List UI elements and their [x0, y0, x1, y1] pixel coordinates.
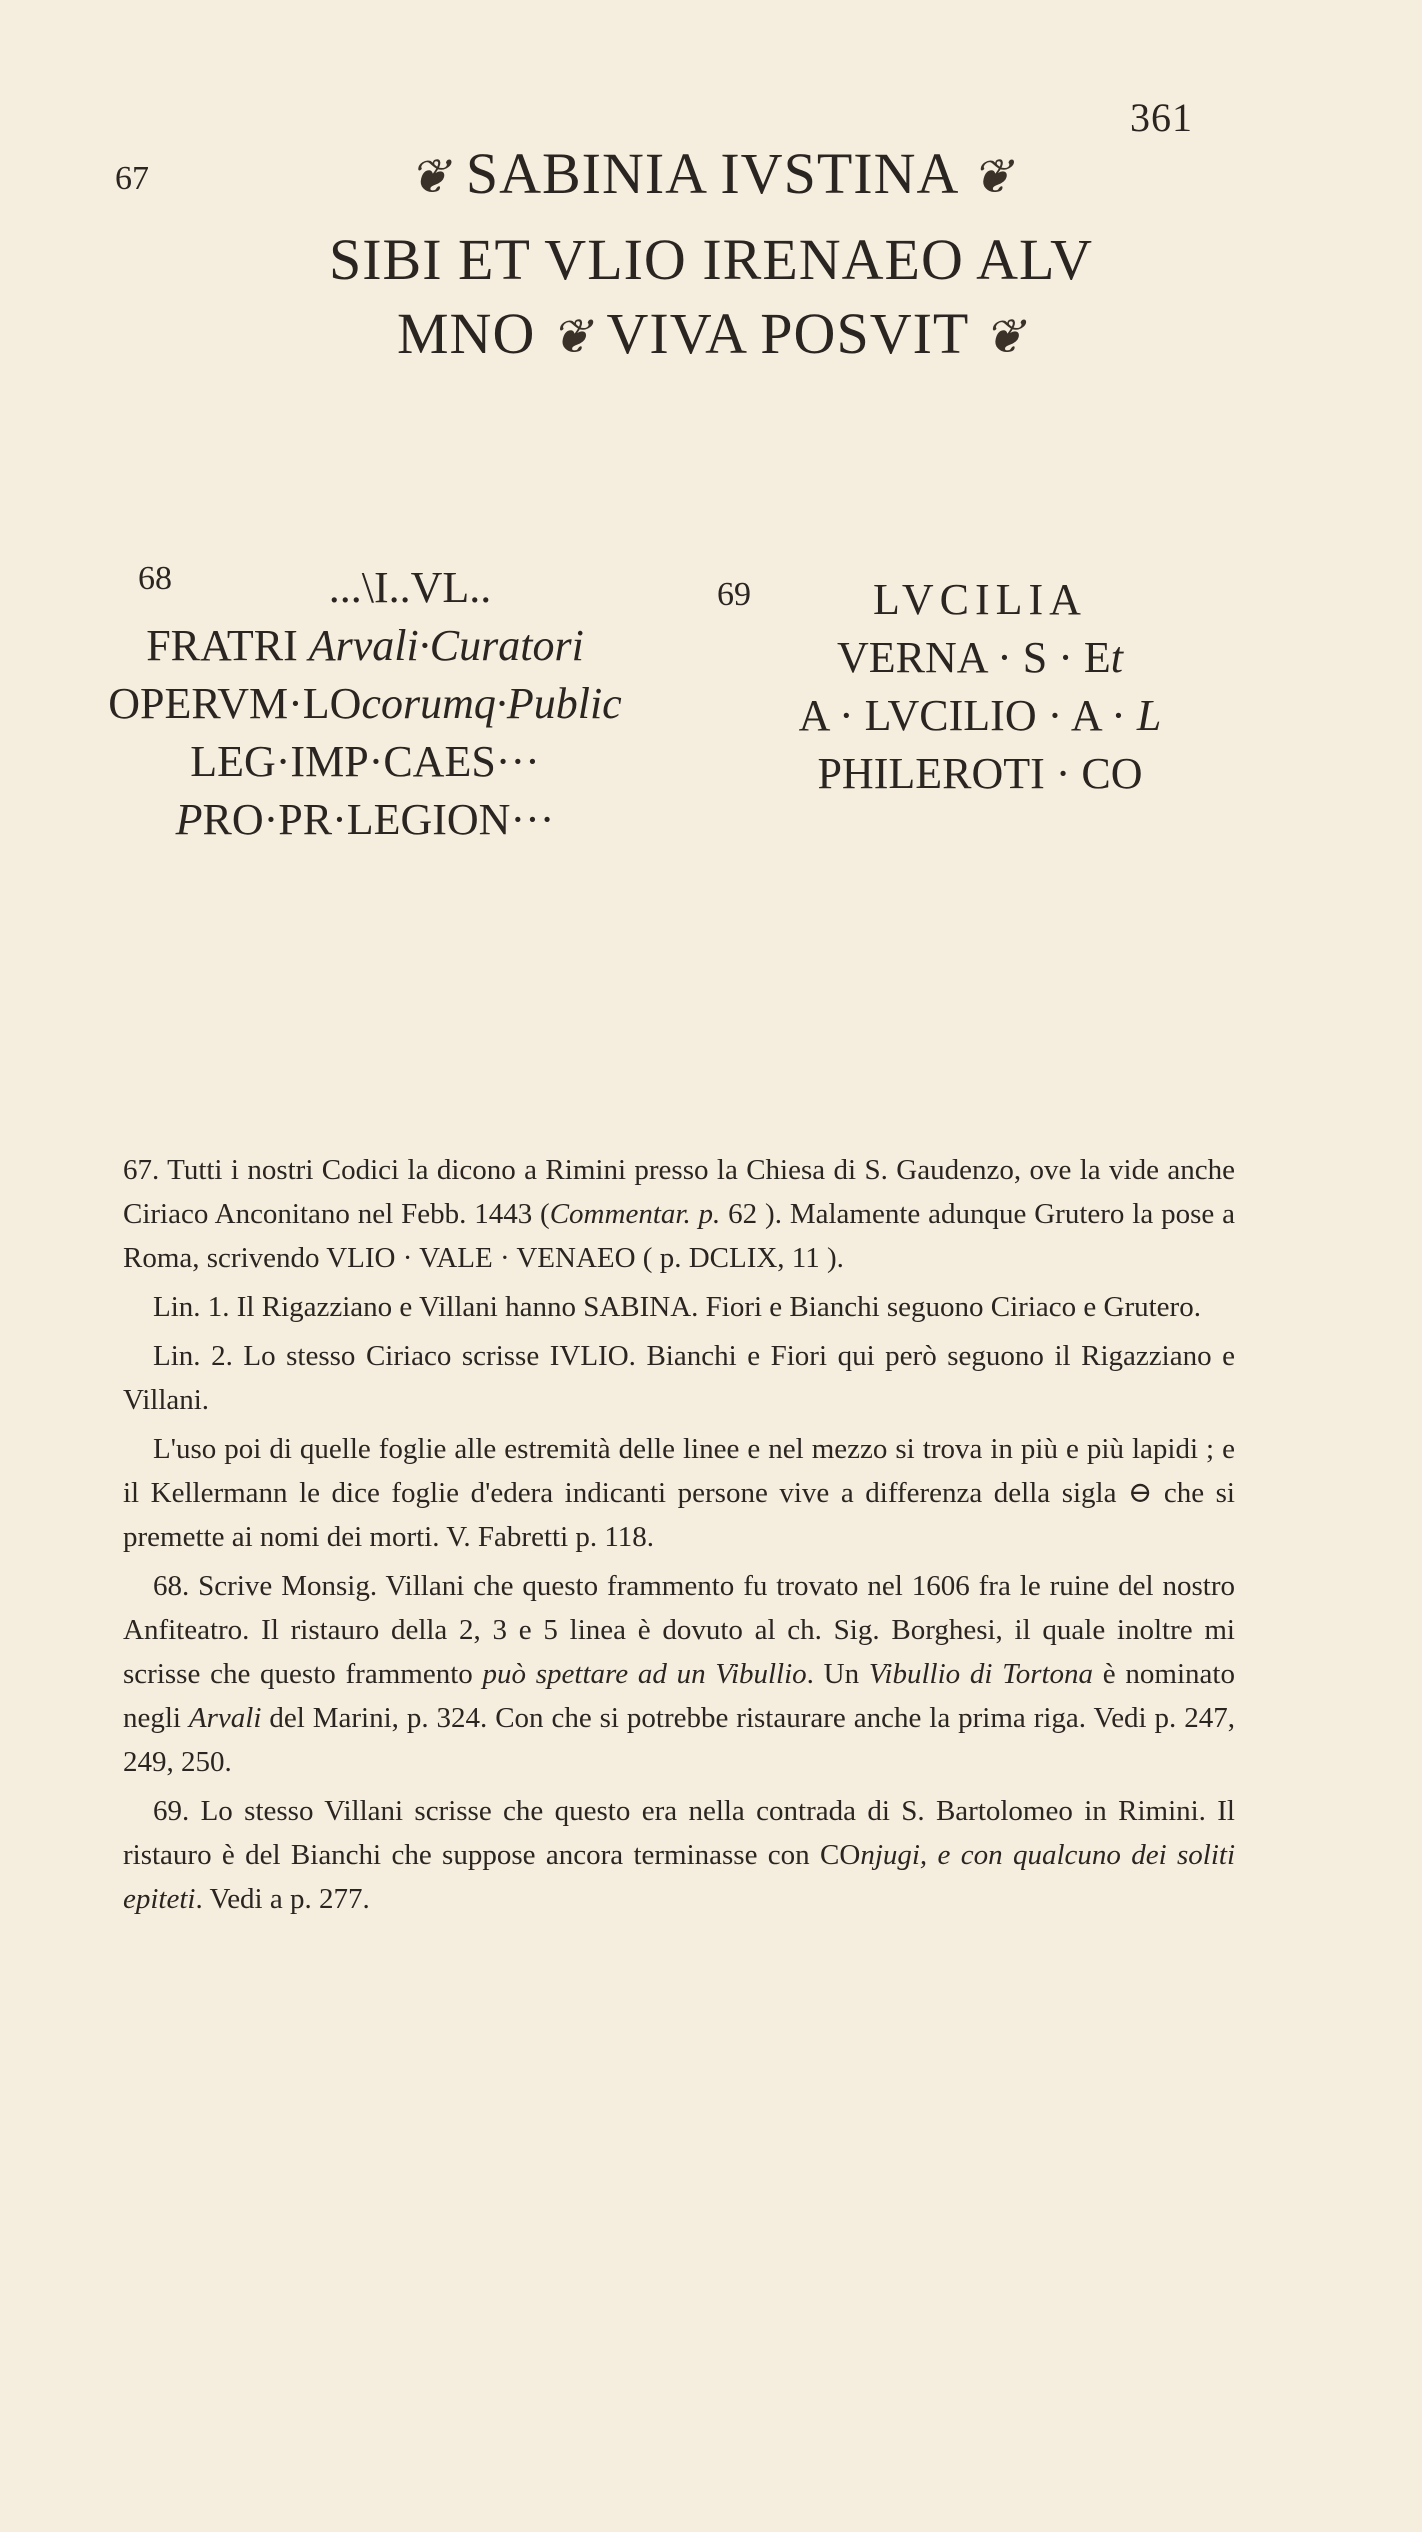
commentary-line-1-note: Lin. 1. Il Rigazziano e Villani hanno SABINA. Fiori e Bianchi seguono Ciriaco e Grutero.	[153, 1291, 1201, 1323]
commentary-68-text-c: . Un	[806, 1658, 869, 1690]
ivy-leaf-icon: ❦	[409, 151, 451, 204]
commentary-ivy-leaf-note: L'uso poi di quelle foglie alle estremità delle linee e nel mezzo si trova in più e più lapidi ; e il Kellermann le dice foglie d'edera indicanti persone vive a differenza della sigla ⊖ che si premette ai nomi dei morti. V. Fabretti p. 118.	[123, 1433, 1235, 1553]
inscription-68-line-1: ...\I..VL..	[328, 563, 492, 612]
commentary	[123, 1148, 1235, 1926]
inscription-69-number: 69	[717, 576, 751, 613]
commentary-68-text-e: è nominato negli	[123, 1658, 1235, 1734]
commentary-69-text-c: . Vedi a p. 277.	[195, 1883, 370, 1915]
commentary-67-text-a: 67. Tutti i nostri Codici la dicono a Rimini presso la Chiesa di S. Gaudenzo, ove la vide anche Ciriaco Anconitano nel Febb. 1443 (	[123, 1154, 1235, 1230]
commentary-68-text-a: 68. Scrive Monsig. Villani che questo frammento fu trovato nel 1606 fra le ruine del nostro Anfiteatro. Il ristauro della 2, 3 e 5 linea è dovuto al ch. Sig. Borghesi, il quale inoltre mi scrisse che questo frammento	[123, 1570, 1235, 1690]
inscription-67-line-2: SIBI ET VLIO IRENAEO ALV	[328, 227, 1094, 292]
inscription-69-text-3b: L	[1136, 691, 1162, 740]
inscription-67-line-1	[0, 140, 1422, 207]
commentary-68-text-b: può spettare ad un Vibullio	[482, 1658, 807, 1690]
inscription-69-line-4: PHILEROTI · CO	[817, 749, 1143, 798]
commentary-67-text-c: 62 ). Malamente adunque Grutero la pose a Roma, scrivendo VLIO · VALE · VENAEO ( p. DCLIX, 11 ).	[123, 1198, 1235, 1274]
ivy-leaf-icon: ❦	[983, 311, 1025, 364]
inscription-68-line-4: LEG·IMP·CAES···	[190, 737, 540, 786]
inscription-68-line-5	[95, 792, 635, 848]
inscription-68-text-2a: FRATRI	[146, 621, 309, 670]
commentary-67-text-b: Commentar. p.	[549, 1198, 721, 1230]
inscription-68-line-3	[95, 676, 635, 732]
inscription-68-line-2	[95, 618, 635, 674]
page-number: 361	[1130, 95, 1193, 140]
inscription-69	[765, 572, 1195, 804]
commentary-68-text-f: Arvali	[188, 1702, 262, 1734]
inscription-69-line-3	[765, 688, 1195, 744]
inscription-67-number: 67	[115, 160, 149, 197]
inscription-68-text-3b: corumq·Public	[361, 679, 622, 728]
inscription-68-number: 68	[138, 560, 172, 597]
commentary-paragraph-68	[123, 1564, 1235, 1784]
inscription-68-text-2b: Arvali·Curatori	[308, 621, 584, 670]
inscription-68-text-5a: P	[175, 795, 203, 844]
inscription-69-line-2	[765, 630, 1195, 686]
commentary-paragraph-67	[123, 1148, 1235, 1280]
inscription-69-text-2b: t	[1110, 633, 1123, 682]
inscription-68-text-5b: RO·PR·LEGION···	[202, 795, 555, 844]
ivy-leaf-icon: ❦	[971, 151, 1013, 204]
commentary-68-text-g: del Marini, p. 324. Con che si potrebbe ristaurare anche la prima riga. Vedi p. 247, 249, 250.	[123, 1702, 1235, 1778]
inscription-67-text-1: SABINIA IVSTINA	[465, 141, 957, 206]
inscription-69-text-2a: VERNA · S · E	[836, 633, 1111, 682]
commentary-line-2-note: Lin. 2. Lo stesso Ciriaco scrisse IVLIO. Bianchi e Fiori qui però seguono il Rigazziano e Villani.	[123, 1340, 1235, 1416]
commentary-69-text-a: 69. Lo stesso Villani scrisse che questo era nella contrada di S. Bartolomeo in Rimini. Il ristauro è del Bianchi che suppose ancora terminasse con CO	[123, 1795, 1235, 1871]
inscription-68-text-3a: OPERVM·LO	[108, 679, 362, 728]
commentary-69-text-b: njugi, e con qualcuno dei soliti epiteti	[123, 1839, 1236, 1915]
commentary-68-text-d: Vibullio di Tortona	[868, 1658, 1094, 1690]
inscription-67-text-3b: VIVA POSVIT	[606, 301, 969, 366]
inscription-67-line-3	[0, 300, 1422, 367]
inscription-69-text-3a: A · LVCILIO · A ·	[798, 691, 1137, 740]
inscription-67-text-3a: MNO	[396, 301, 536, 366]
commentary-paragraph-69	[123, 1789, 1235, 1921]
inscription-69-line-1: LVCILIA	[873, 575, 1087, 624]
inscription-68	[95, 560, 635, 850]
ivy-leaf-icon: ❦	[550, 311, 593, 364]
